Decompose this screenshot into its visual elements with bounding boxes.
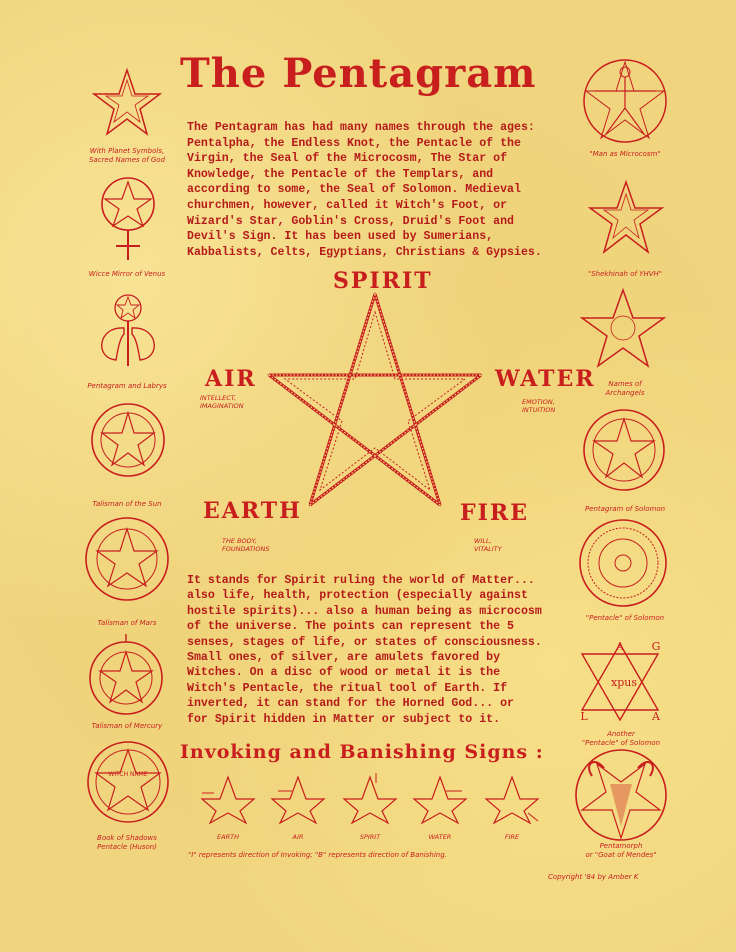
labrys-icon bbox=[88, 288, 168, 368]
solomon-pentagram-icon bbox=[582, 408, 666, 492]
mercury-talisman-icon bbox=[86, 634, 166, 718]
element-air: AIR bbox=[205, 366, 257, 392]
caption-right-7: Pentamorph or "Goat of Mendes" bbox=[585, 842, 657, 859]
sign-label-water: WATER bbox=[428, 833, 452, 841]
mars-talisman-icon bbox=[84, 516, 170, 602]
body-paragraph: It stands for Spirit ruling the world of Matter... also life, health, protection (especially against hostile spirits)... also a human being as microcosm of the universe. The points can represent the 5 senses, stages of life, or states of consciousness. Small ones, of silver, are amulets favored by Witches. On a disc of wood or metal it is the Witch's Pentacle, the ritual tool of Earth. If inverted, it can stand for the Horned God... or for Spirit hidden in Matter or subject to it. bbox=[187, 574, 542, 726]
caption-right-3: Names of Archangels bbox=[605, 380, 645, 397]
agla-letter-l: L bbox=[580, 710, 588, 723]
sign-label-air: AIR bbox=[292, 833, 304, 841]
element-water: WATER bbox=[495, 366, 596, 392]
caption-left-4: Talisman of the Sun bbox=[92, 500, 162, 508]
planet-star-icon bbox=[92, 68, 162, 138]
caption-left-7: Book of Shadows Pentacle (Huson) bbox=[97, 834, 157, 851]
water-sign-icon bbox=[412, 773, 468, 825]
caption-right-6: Another "Pentacle" of Solomon bbox=[581, 730, 661, 747]
caption-right-1: "Man as Microcosm" bbox=[589, 150, 661, 158]
caption-right-5: "Pentacle" of Solomon bbox=[585, 614, 665, 622]
sun-talisman-icon bbox=[90, 402, 166, 478]
central-pentagram bbox=[265, 290, 485, 520]
agla-letter-g: G bbox=[651, 640, 661, 653]
caption-left-5: Talisman of Mars bbox=[97, 619, 157, 627]
caption-right-2: "Shekhinah of YHVH" bbox=[587, 270, 662, 278]
agla-letter-a1: A bbox=[616, 640, 624, 653]
caption-left-2: Wicce Mirror of Venus bbox=[88, 270, 166, 278]
element-earth: EARTH bbox=[203, 498, 302, 524]
caption-left-3: Pentagram and Labrys bbox=[87, 382, 167, 390]
xpus-text: xpus bbox=[611, 676, 637, 689]
intro-paragraph: The Pentagram has had many names through the ages: Pentalpha, the Endless Knot, the Pentacle of the Virgin, the Seal of the Microcosm, The Star of Knowledge, the Pentacle of the Templars, and according to some, the Seal of Solomon. Medieval churchmen, however, called it Witch's Foot, or Wizard's Star, Goblin's Cross, Druid's Foot and Devil's Sign. It has been used by Sumerians, Kabbalists, Celts, Egyptians, Christians & Gypsies. bbox=[187, 121, 542, 259]
element-earth-sub: THE BODY, FOUNDATIONS bbox=[222, 537, 270, 553]
archangels-icon bbox=[578, 288, 668, 368]
copyright: Copyright '84 by Amber K bbox=[548, 873, 639, 881]
element-fire: FIRE bbox=[460, 500, 529, 526]
caption-left-1: With Planet Symbols, Sacred Names of God bbox=[88, 147, 166, 164]
air-sign-icon bbox=[270, 773, 326, 825]
microcosm-icon bbox=[582, 58, 668, 144]
witch-name-text: WITCH NAME bbox=[108, 771, 148, 778]
sign-label-fire: FIRE bbox=[504, 833, 520, 841]
earth-sign-icon bbox=[200, 773, 256, 825]
caption-right-4: Pentagram of Solomon bbox=[584, 505, 666, 513]
spirit-sign-icon bbox=[342, 773, 398, 825]
sign-label-spirit: SPIRIT bbox=[359, 833, 381, 841]
signs-title: Invoking and Banishing Signs : bbox=[180, 741, 544, 763]
sign-label-earth: EARTH bbox=[217, 833, 239, 841]
fire-sign-icon bbox=[484, 773, 540, 825]
caption-left-6: Talisman of Mercury bbox=[91, 722, 163, 730]
element-water-sub: EMOTION, INTUITION bbox=[522, 398, 556, 414]
goat-of-mendes-icon bbox=[574, 748, 668, 842]
page-title: The Pentagram bbox=[180, 50, 537, 97]
element-fire-sub: WILL, VITALITY bbox=[474, 537, 502, 553]
shekhinah-icon bbox=[588, 180, 664, 256]
venus-mirror-icon bbox=[98, 174, 158, 264]
book-of-shadows-icon bbox=[86, 740, 170, 824]
agla-letter-a2: A bbox=[652, 710, 660, 723]
solomon-pentacle-icon bbox=[578, 518, 668, 608]
signs-note: "I" represents direction of Invoking; "B" represents direction of Banishing. bbox=[188, 851, 447, 859]
element-spirit: SPIRIT bbox=[333, 268, 433, 294]
element-air-sub: INTELLECT, IMAGINATION bbox=[200, 394, 244, 410]
agla-pentacle-icon bbox=[572, 636, 668, 728]
